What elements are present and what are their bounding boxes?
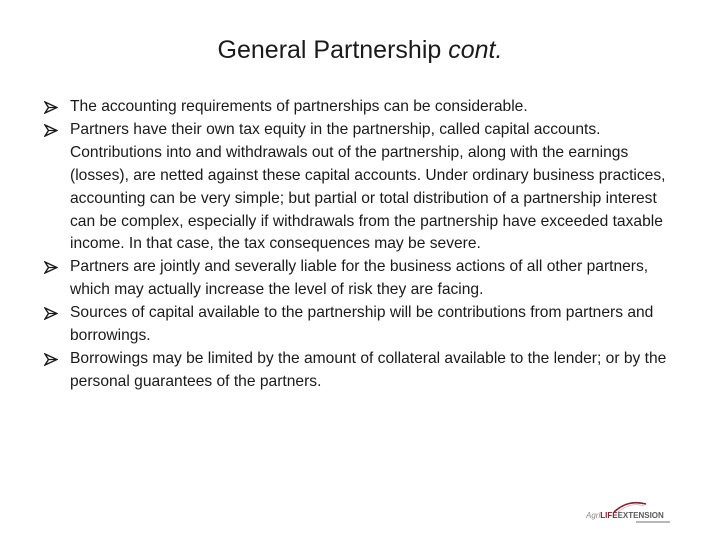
arrow-bullet-icon [44,348,62,371]
bullet-item [44,302,684,348]
arrow-bullet-icon [44,119,62,142]
bullet-text: Borrowings may be limited by the amount of collateral available to the lender; or by the personal guarantees of the partners. [70,349,667,390]
arrow-bullet-icon [44,302,62,325]
bullet-text: Sources of capital available to the partnership will be contributions from partners and borrowings. [70,304,654,345]
bullet-item [44,96,684,119]
arrow-bullet-icon [44,256,62,279]
agrilife-extension-logo [574,500,678,528]
title-main: General Partnership [217,36,449,64]
slide-title [0,32,720,68]
bullet-text: Partners have their own tax equity in the partnership, called capital accounts. Contributions into and withdrawals out of the partnership, along with the earnings (losses), are netted against these capital accounts. Under ordinary business practices, accounting can be very simple; but partial or total distribution of a partnership interest can be complex, especially if withdrawals from the partnership have exceeded taxable income. In that case, the tax consequences may be severe. [70,120,666,253]
arrow-bullet-icon [44,96,62,119]
bullet-item [44,256,684,302]
bullet-text: The accounting requirements of partnerships can be considerable. [70,98,528,115]
bullet-item [44,119,684,256]
logo-life: LIFE [600,511,618,520]
logo-agri: Agri [586,511,601,520]
bullet-text: Partners are jointly and severally liable for the business actions of all other partners, which may actually increase the level of risk they are facing. [70,258,649,299]
logo-subline [636,521,670,523]
logo-extension: EXTENSION [617,511,664,520]
bullet-list [44,96,684,394]
title-italic: cont. [448,36,503,64]
bullet-item [44,348,684,394]
logo-wordmark [586,511,664,520]
